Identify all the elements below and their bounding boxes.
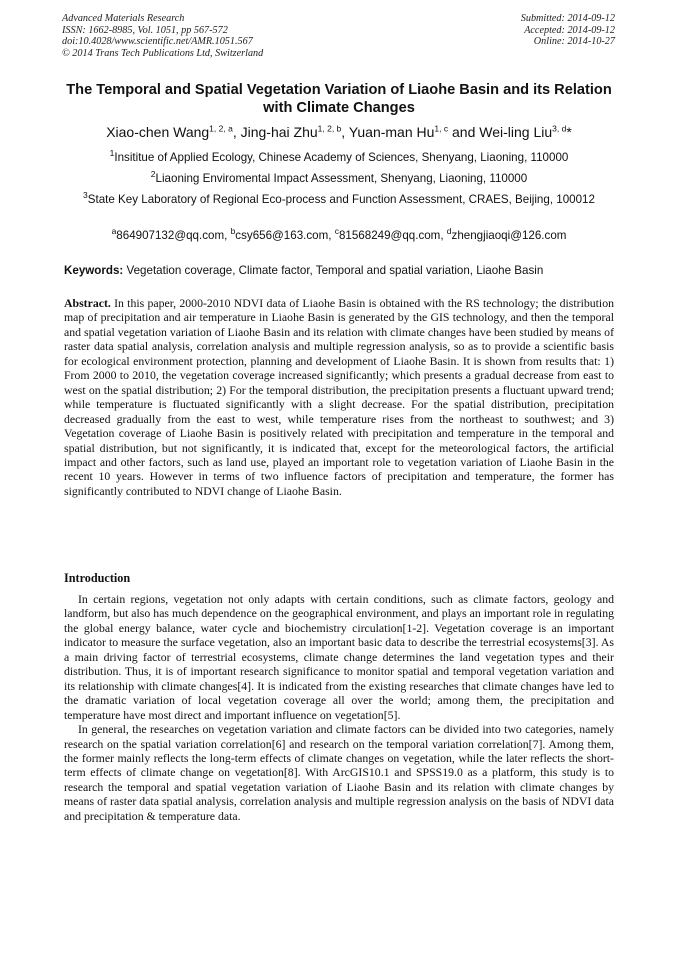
affiliation-number: 3: [83, 190, 88, 201]
email-sup: c: [334, 226, 339, 237]
email-sup: a: [111, 226, 117, 237]
email-address[interactable]: 864907132@qq.com,: [116, 229, 231, 242]
keywords-text: Vegetation coverage, Climate factor, Temporal and spatial variation, Liaohe Basin: [126, 264, 544, 277]
email-address[interactable]: zhengjiaoqi@126.com: [451, 229, 567, 242]
journal-name: Advanced Materials Research: [62, 13, 185, 24]
intro-paragraph-2: In general, the researches on vegetation variation and climate factors can be divided into two categories, namely research on the spatial variation correlation[6] and research on the temporal variation correlation[7]. Among them, the former mainly reflects the long-term effects of climate changes on vegetation, while the later reflects the short-term effects of climate change on vegetation[8]. With ArcGIS10.1 and SPSS19.0 as a platform, this study is to research the temporal and spatial vegetation variation of Liaohe Basin and its relation with climate changes by means of raster data spatial analysis, correlation analysis and multiple regression analysis on the basis of NDVI data and precipitation & temperature data.: [64, 722, 614, 823]
paper-title: The Temporal and Spatial Vegetation Variation of Liaohe Basin and its Relation with Climate Changes: [66, 82, 612, 116]
section-heading-introduction: Introduction: [64, 571, 131, 585]
author-separator: and: [448, 124, 480, 140]
author-affiliation-sup: 1, c: [434, 123, 449, 134]
affiliation-2: [60, 171, 618, 186]
submitted-date: Submitted: 2014-09-12: [520, 13, 615, 24]
accepted-date: Accepted: 2014-09-12: [524, 24, 615, 36]
author-name: Jing-hai Zhu: [240, 124, 318, 140]
author-separator: ,: [232, 124, 241, 140]
affiliation-text: Liaoning Enviromental Impact Assessment, Shenyang, Liaoning, 110000: [155, 172, 528, 185]
affiliation-number: 2: [150, 169, 156, 180]
email-address[interactable]: 81568249@qq.com,: [338, 229, 447, 242]
author-name: Wei-ling Liu: [479, 124, 553, 140]
abstract-paragraph: [64, 296, 614, 498]
online-date: Online: 2014-10-27: [533, 36, 615, 48]
doi-link[interactable]: doi:10.4028/www.scientific.net/AMR.1051.567: [62, 36, 253, 48]
author-affiliation-sup: 1, 2, b: [317, 123, 342, 134]
author-affiliation-sup: 3, d: [552, 123, 567, 134]
author-affiliation-sup: 1, 2, a: [209, 123, 233, 134]
keywords-label: Keywords:: [64, 264, 124, 277]
abstract-text: In this paper, 2000-2010 NDVI data of Liaohe Basin is obtained with the RS technology; the distribution map of precipitation and air temperature in Liaohe Basin is generated by the GIS technology, and then the temporal and spatial vegetation variation of Liaohe Basin and its relation with climate changes have been studied by means of raster data spatial analysis, correlation analysis and multiple regression analysis, so as to provide a scientific basis for ecological environment protection, planning and development of Liaohe Basin. It is shown from results that: 1) From 2000 to 2010, the vegetation coverage increased significantly; which presents a gradual decrease from east to west on the spatial distribution; 2) For the temporal distribution, the precipitation presents a fluctuant upward trend; while temperature is fluctuated significantly with a slight decrease. For the spatial distribution, precipitation decreased gradually from the east to west, while temperature rises from the northeast to southwest; and 3) Vegetation coverage of Liaohe Basin is positively related with precipitation and temperature in the temporal and spatial distribution, but not significantly, it is indicated that, except for the meteorological factors, the artificial impact and other factors, such as land use, played an important role to vegetation variation of Liaohe Basin in the recent 10 years. However in terms of two influence factors of precipitation and temperature, the former has significantly contributed to NDVI change of Liaohe Basin.: [64, 296, 615, 498]
affiliation-text: State Key Laboratory of Regional Eco-process and Function Assessment, CRAES, Beijing, 100012: [87, 193, 595, 206]
corresponding-author-mark: *: [566, 124, 572, 140]
author-name: Xiao-chen Wang: [106, 124, 210, 140]
author-separator: ,: [341, 124, 349, 140]
email-sup: b: [230, 226, 236, 237]
copyright-line: © 2014 Trans Tech Publications Ltd, Switzerland: [62, 47, 264, 59]
affiliation-1: [60, 150, 618, 165]
dates-header: [521, 13, 615, 48]
introduction-body: [64, 592, 614, 823]
author-name: Yuan-man Hu: [348, 124, 435, 140]
affiliation-text: Insititue of Applied Ecology, Chinese Academy of Sciences, Shenyang, Liaoning, 110000: [114, 151, 569, 164]
abstract-label: Abstract.: [64, 296, 111, 310]
author-list: [30, 123, 648, 141]
journal-issn: ISSN: 1662-8985, Vol. 1051, pp 567-572: [62, 24, 228, 36]
keywords-line: [64, 263, 624, 278]
email-list: [60, 228, 618, 243]
affiliation-number: 1: [109, 148, 115, 159]
email-sup: d: [446, 226, 452, 237]
intro-paragraph-1: In certain regions, vegetation not only adapts with certain conditions, such as climate factors, geology and landform, but also has much dependence on the geographical environment, and plays an important role in regulating the global energy balance, water cycle and biochemistry circulation[1-2]. Vegetation coverage is an important indicator to measure the surface vegetation, also an important basic data to describe the terrestrial ecosystems[3]. As a main driving factor of terrestrial ecosystems, climate change determines the land vegetation types and their distribution. Thus, it is of important research significance to monitor spatial and temporal vegetation variation and its relationship with climate changes[4]. It is indicated from the existing researches that climate changes have led to the dramatic variation of local vegetation coverage all over the world; among them, the precipitation and temperature have most direct and important influence on vegetation[5].: [64, 592, 614, 722]
affiliation-3: [80, 192, 598, 207]
email-address[interactable]: csy656@163.com,: [235, 229, 335, 242]
journal-header: [62, 13, 263, 59]
